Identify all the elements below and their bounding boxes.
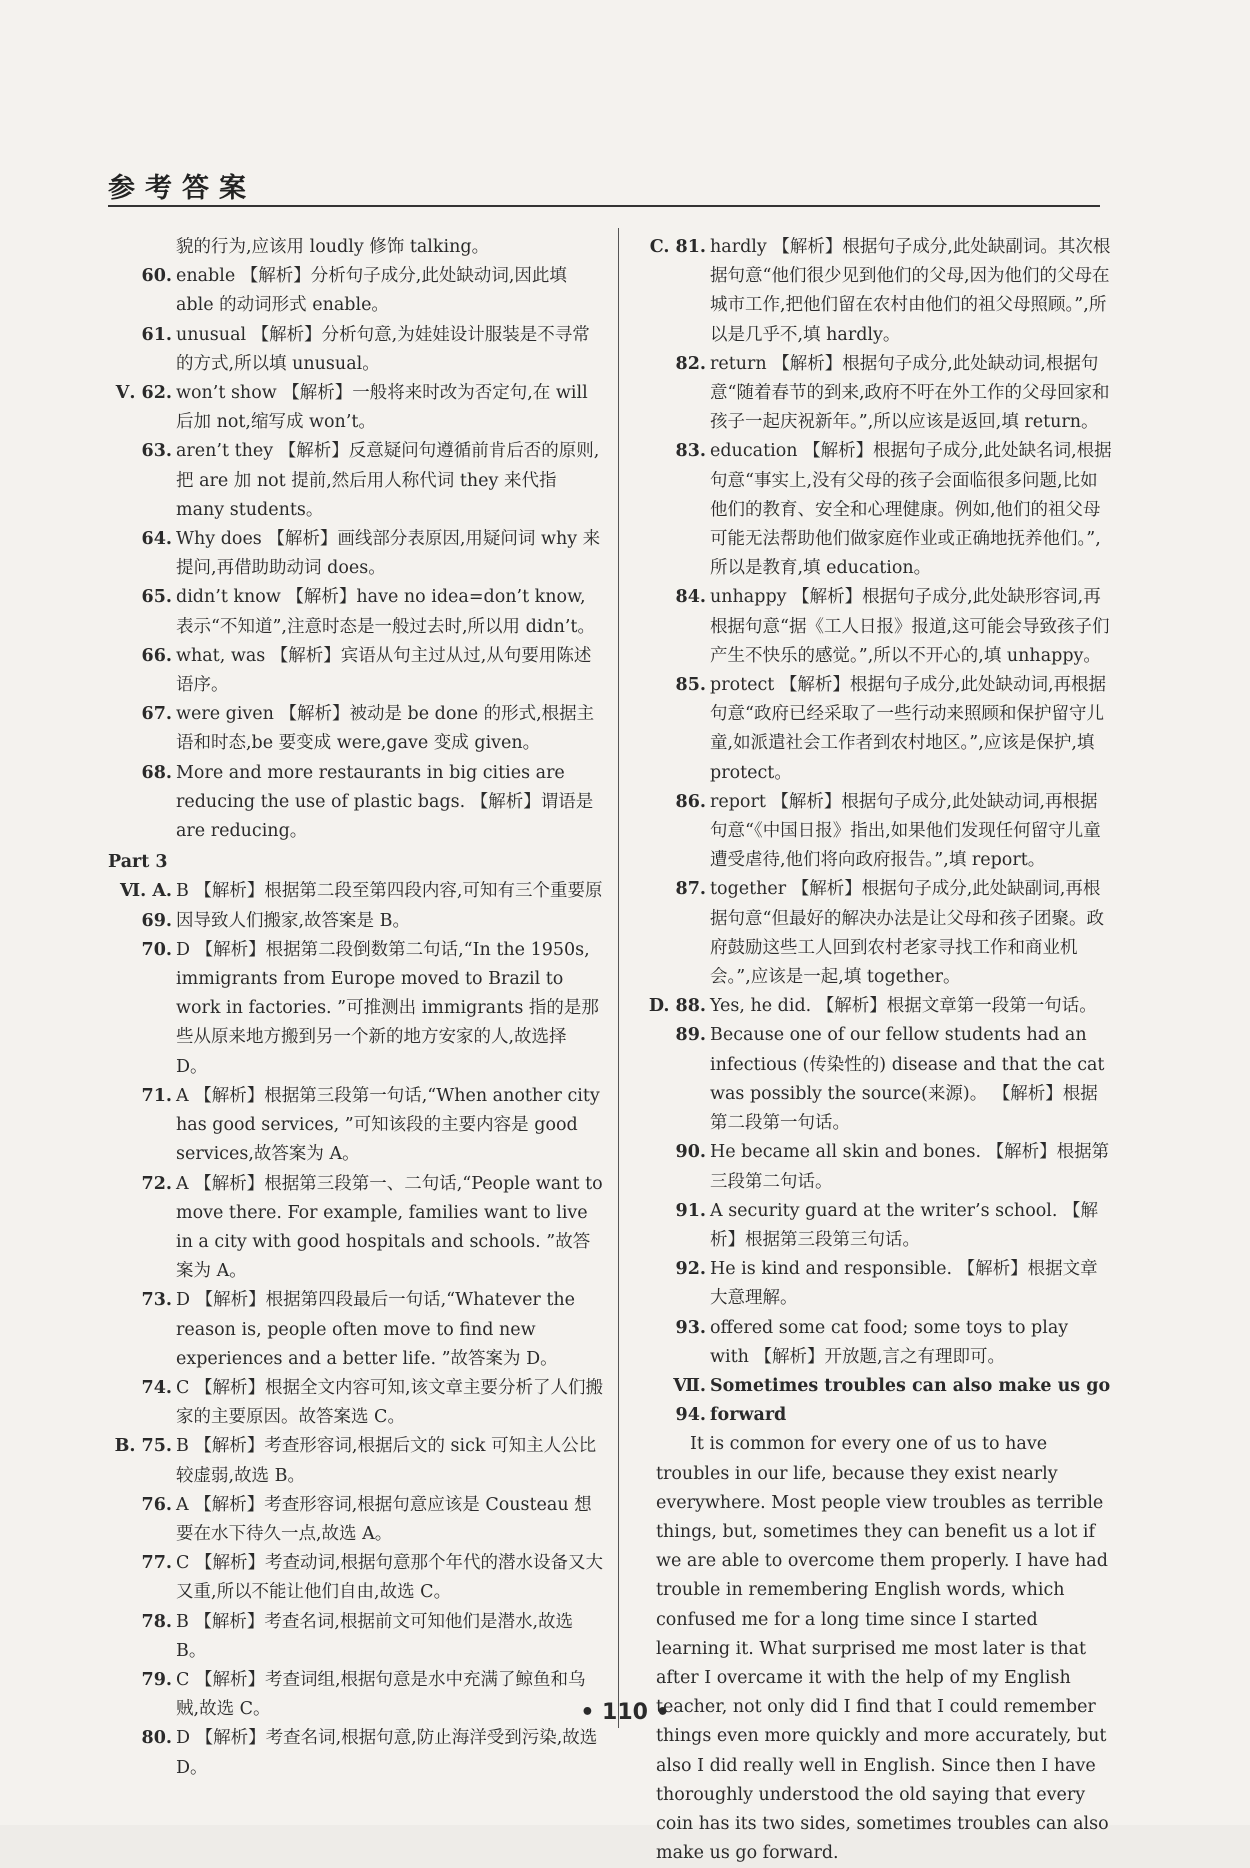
answer-text: He became all skin and bones. 【解析】根据第三段第二句话。 bbox=[710, 1142, 1110, 1192]
answer-number: 85. bbox=[675, 675, 706, 696]
answer-number: 60. bbox=[141, 266, 172, 287]
right-column bbox=[642, 233, 1112, 1868]
answer-text: Because one of our fellow students had an infectious (传染性的) disease and that the cat was possibly the source(来源)。 【解析】根据第二段第一句话。 bbox=[710, 1025, 1105, 1134]
page-number: • 110 • bbox=[580, 1700, 670, 1725]
answer-number: 74. bbox=[141, 1377, 172, 1398]
answer-entry bbox=[642, 788, 1112, 876]
answer-entry bbox=[108, 1432, 603, 1490]
answer-number: 84. bbox=[675, 587, 706, 608]
answer-text: protect 【解析】根据句子成分,此处缺动词,再根据句意“政府已经采取了一些行动来照顾和保护留守儿童,如派遣社会工作者到农村地区。”,应该是保护,填 protect。 bbox=[710, 675, 1107, 783]
answer-text: D 【解析】根据第四段最后一句话,“Whatever the reason is, people often move to find new experiences and a better life. ”故答案为 D。 bbox=[176, 1290, 576, 1369]
answer-entry bbox=[108, 1491, 603, 1549]
answer-entry bbox=[108, 642, 603, 700]
answer-number: 83. bbox=[675, 441, 706, 462]
answer-entry bbox=[108, 1608, 603, 1666]
answer-text: together 【解析】根据句子成分,此处缺副词,再根据句意“但最好的解决办法是让父母和孩子团聚。政府鼓励这些工人回到农村老家寻找工作和商业机会。”,应该是一起,填 together。 bbox=[710, 879, 1104, 988]
answer-text: won’t show 【解析】一般将来时改为否定句,在 will 后加 not,缩写成 won’t。 bbox=[176, 383, 588, 433]
answer-text: unhappy 【解析】根据句子成分,此处缺形容词,再根据句意“据《工人日报》报道,这可能会导致孩子们产生不快乐的感觉。”,所以不开心的,填 unhappy。 bbox=[710, 587, 1110, 666]
answer-entry bbox=[642, 1372, 1112, 1430]
answer-number: 77. bbox=[141, 1553, 172, 1574]
answer-number: 82. bbox=[675, 353, 706, 374]
column-divider bbox=[618, 228, 619, 1728]
answer-entry bbox=[108, 1724, 603, 1782]
answer-number: 90. bbox=[675, 1142, 706, 1163]
answer-entry bbox=[108, 759, 603, 847]
answer-text: were given 【解析】被动是 be done 的形式,根据主语和时态,be 要变成 were,gave 变成 given。 bbox=[176, 704, 595, 754]
answer-entry bbox=[108, 583, 603, 641]
answer-text: A security guard at the writer’s school. 【解析】根据第三段第三句话。 bbox=[710, 1200, 1098, 1250]
answer-number: 86. bbox=[675, 791, 706, 812]
answer-entry bbox=[108, 1286, 603, 1374]
answer-number: 68. bbox=[141, 762, 172, 783]
answer-entry bbox=[108, 877, 603, 935]
answer-entry bbox=[108, 1549, 603, 1607]
answer-entry bbox=[108, 321, 603, 379]
continued-text: 貌的行为,应该用 loudly 修饰 talking。 bbox=[176, 237, 490, 257]
answer-entry bbox=[108, 437, 603, 525]
answer-number: 65. bbox=[141, 587, 172, 608]
answer-text: Yes, he did. 【解析】根据文章第一段第一句话。 bbox=[710, 996, 1097, 1017]
answer-list bbox=[108, 262, 603, 846]
answer-entry bbox=[642, 875, 1112, 992]
answer-text: hardly 【解析】根据句子成分,此处缺副词。其次根据句意“他们很少见到他们的父母,因为他们的父母在城市工作,把他们留在农村由他们的祖父母照顾。”,所以是几乎不,填 hardly。 bbox=[710, 237, 1111, 345]
answer-text: He is kind and responsible. 【解析】根据文章大意理解。 bbox=[710, 1259, 1098, 1309]
answer-entry bbox=[642, 671, 1112, 788]
answer-number: Ⅵ. A. 69. bbox=[120, 881, 172, 931]
answer-number: B. 75. bbox=[114, 1436, 172, 1457]
answer-number: D. 88. bbox=[648, 996, 706, 1017]
page-title: 参考答案 bbox=[108, 173, 256, 204]
answer-entry bbox=[108, 1170, 603, 1287]
answer-number: 73. bbox=[141, 1290, 172, 1311]
answer-text: A 【解析】根据第三段第一、二句话,“People want to move there. For example, families want to live in a city with good hospitals and schools. ”故答案为 A。 bbox=[176, 1173, 603, 1282]
answer-entry bbox=[642, 1255, 1112, 1313]
answer-entry bbox=[642, 583, 1112, 671]
answer-number: 67. bbox=[141, 704, 172, 725]
answer-text: education 【解析】根据句子成分,此处缺名词,根据句意“事实上,没有父母的孩子会面临很多问题,比如他们的教育、安全和心理健康。例如,他们的祖父母可能无法帮助他们做家庭作业或正确地抚养他们。”,所以是教育,填 education。 bbox=[710, 441, 1112, 579]
answer-text: aren’t they 【解析】反意疑问句遵循前肯后否的原则,把 are 加 not 提前,然后用人称代词 they 来代指 many students。 bbox=[176, 441, 600, 520]
answer-text: B 【解析】考查形容词,根据后文的 sick 可知主人公比较虚弱,故选 B。 bbox=[176, 1436, 597, 1486]
answer-entry bbox=[642, 437, 1112, 583]
header-divider bbox=[108, 205, 1100, 207]
answer-text: unusual 【解析】分析句意,为娃娃设计服装是不寻常的方式,所以填 unusual。 bbox=[176, 324, 590, 374]
essay bbox=[642, 1430, 1112, 1868]
answer-number: 79. bbox=[141, 1669, 172, 1690]
answer-number: 78. bbox=[141, 1611, 172, 1632]
answer-list bbox=[642, 233, 1112, 1430]
answer-number: 87. bbox=[675, 879, 706, 900]
answer-number: 71. bbox=[141, 1085, 172, 1106]
answer-number: 80. bbox=[141, 1728, 172, 1749]
answer-text: A 【解析】根据第三段第一句话,“When another city has good services, ”可知该段的主要内容是 good services,故答案为 A。 bbox=[176, 1085, 600, 1165]
answer-entry bbox=[108, 700, 603, 758]
answer-number: 89. bbox=[675, 1025, 706, 1046]
answer-number: 76. bbox=[141, 1494, 172, 1515]
part-label: Part 3 bbox=[108, 852, 168, 873]
answer-entry bbox=[642, 1314, 1112, 1372]
answer-text: B 【解析】考查名词,根据前文可知他们是潜水,故选 B。 bbox=[176, 1611, 574, 1661]
answer-number: 91. bbox=[675, 1200, 706, 1221]
answer-text: C 【解析】考查动词,根据句意那个年代的潜水设备又大又重,所以不能让他们自由,故选 C。 bbox=[176, 1553, 604, 1603]
answer-entry bbox=[108, 379, 603, 437]
answer-text: A 【解析】考查形容词,根据句意应该是 Cousteau 想要在水下待久一点,故选 A。 bbox=[176, 1494, 592, 1544]
answer-text: C 【解析】根据全文内容可知,该文章主要分析了人们搬家的主要原因。故答案选 C。 bbox=[176, 1377, 604, 1428]
answer-entry bbox=[642, 350, 1112, 438]
answer-number: 72. bbox=[141, 1173, 172, 1194]
answer-number: 66. bbox=[141, 645, 172, 666]
answer-number: 93. bbox=[675, 1317, 706, 1338]
answer-text: D 【解析】考查名词,根据句意,防止海洋受到污染,故选 D。 bbox=[176, 1728, 598, 1778]
answer-number: C. 81. bbox=[649, 237, 706, 257]
answer-text: More and more restaurants in big cities are reducing the use of plastic bags. 【解析】谓语是 are reducing。 bbox=[176, 762, 594, 842]
answer-entry bbox=[642, 1021, 1112, 1138]
answer-text: B 【解析】根据第二段至第四段内容,可知有三个重要原因导致人们搬家,故答案是 B。 bbox=[176, 881, 603, 931]
answer-text: D 【解析】根据第二段倒数第二句话,“In the 1950s, immigrants from Europe moved to Brazil to work in factories. ”可推测出 immigrants 指的是那些从原来地方搬到另一个新的地方安家的人,故选择 D。 bbox=[176, 939, 599, 1077]
answer-number: 63. bbox=[141, 441, 172, 462]
answer-text: return 【解析】根据句子成分,此处缺动词,根据句意“随着春节的到来,政府不吁在外工作的父母回家和孩子一起庆祝新年。”,所以应该是返回,填 return。 bbox=[710, 353, 1110, 433]
answer-text: report 【解析】根据句子成分,此处缺动词,再根据句意“《中国日报》指出,如果他们发现任何留守儿童遭受虐待,他们将向政府报告。”,填 report。 bbox=[710, 791, 1101, 871]
answer-entry bbox=[108, 262, 603, 320]
answer-entry bbox=[642, 233, 1112, 350]
answer-number: Ⅶ. 94. bbox=[673, 1375, 706, 1426]
answer-text: enable 【解析】分析句子成分,此处缺动词,因此填able 的动词形式 enable。 bbox=[176, 266, 567, 316]
answer-text: didn’t know 【解析】have no idea=don’t know,表示“不知道”,注意时态是一般过去时,所以用 didn’t。 bbox=[176, 587, 595, 637]
left-column bbox=[108, 233, 603, 1783]
answer-number: Ⅴ. 62. bbox=[115, 383, 172, 404]
answer-entry bbox=[108, 1082, 603, 1170]
answer-text: Sometimes troubles can also make us go forward bbox=[710, 1375, 1111, 1426]
answer-text: offered some cat food; some toys to play with 【解析】开放题,言之有理即可。 bbox=[710, 1317, 1069, 1367]
answer-entry bbox=[108, 525, 603, 583]
answer-list bbox=[108, 877, 603, 1782]
answer-text: C 【解析】考查词组,根据句意是水中充满了鲸鱼和乌贼,故选 C。 bbox=[176, 1669, 586, 1720]
answer-entry bbox=[108, 936, 603, 1082]
answer-entry bbox=[108, 1374, 603, 1432]
answer-number: 70. bbox=[141, 939, 172, 960]
answer-entry bbox=[642, 992, 1112, 1021]
answer-text: what, was 【解析】宾语从句主过从过,从句要用陈述语序。 bbox=[176, 645, 592, 696]
answer-number: 64. bbox=[141, 529, 172, 550]
answer-entry bbox=[642, 1197, 1112, 1255]
answer-entry bbox=[642, 1138, 1112, 1196]
answer-text: Why does 【解析】画线部分表原因,用疑问词 why 来提问,再借助助动词 does。 bbox=[176, 529, 601, 579]
answer-number: 92. bbox=[675, 1259, 706, 1280]
essay-paragraph: It is common for every one of us to have troubles in our life, because they exist nearly everywhere. Most people view troubles as terrible things, but, sometimes they can benefit us a lot if we are able to overcome them properly. I have had trouble in remembering English words, which confused me for a long time since I started learning it. What surprised me most later is that after I overcame it with the help of my English teacher, not only did I find that I could remember things even more quickly and more accurately, but also I did really well in English. Since then I have thoroughly understood the old saying that every coin has its two sides, sometimes troubles can also make us go forward. bbox=[656, 1434, 1109, 1864]
answer-number: 61. bbox=[141, 324, 172, 345]
